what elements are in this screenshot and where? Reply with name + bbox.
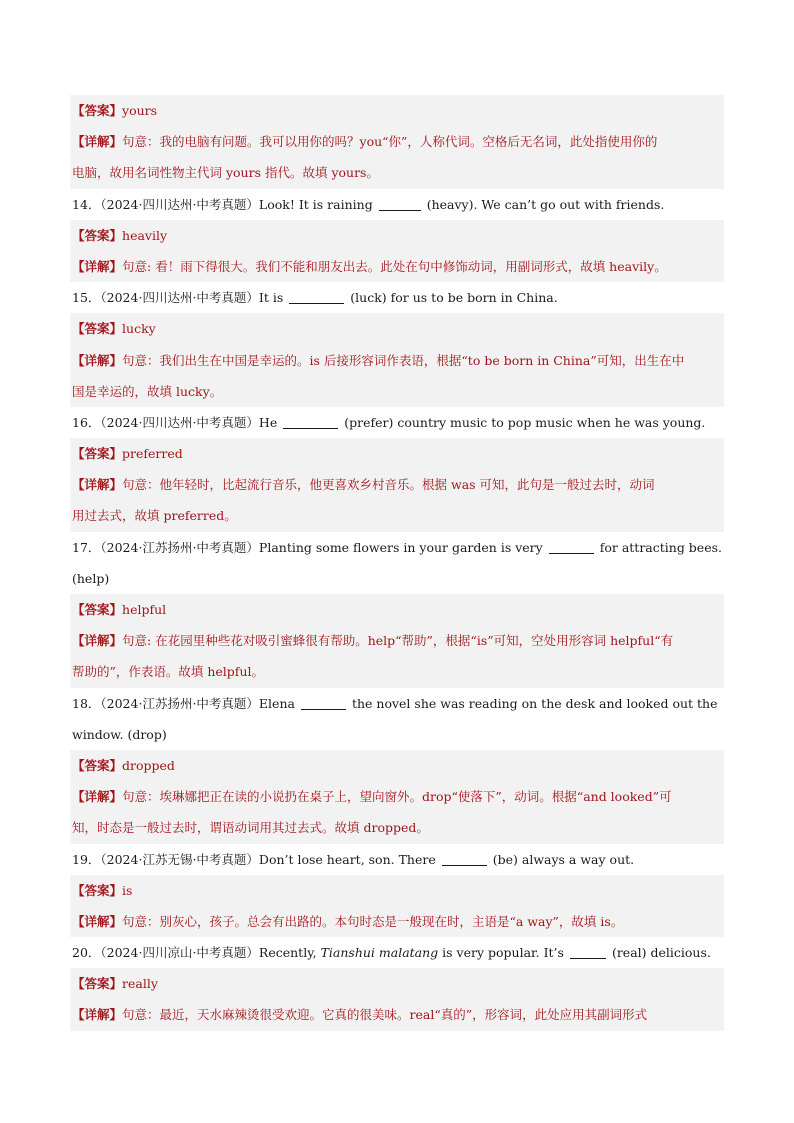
fill-blank	[301, 697, 346, 710]
question-source: （2024·四川凉山·中考真题）	[100, 945, 259, 961]
question-number: 17．	[72, 539, 101, 555]
fill-blank	[442, 853, 487, 866]
detail-text: 句意：别灰心，孩子。总会有出路的。本句时态是一般现在时，主语是“a way”，故填 is。	[122, 913, 624, 929]
fill-blank	[379, 198, 421, 211]
detail-tag: 【详解】	[72, 633, 123, 649]
question-text: (be) always a way out.	[492, 851, 635, 867]
question-text: (help)	[72, 570, 110, 586]
answer-text: dropped	[122, 757, 175, 773]
detail-text: 句意：他年轻时，比起流行音乐，他更喜欢乡村音乐。根据 was 可知，此句是一般过去时，动词	[122, 477, 655, 493]
detail-line	[70, 376, 724, 407]
answer-text: really	[122, 976, 158, 992]
question-20	[70, 937, 724, 968]
question-text: is very popular. It’s	[442, 945, 564, 961]
answer-line	[70, 750, 724, 781]
fill-blank	[549, 541, 594, 554]
answer-tag: 【答案】	[72, 602, 123, 617]
question-number: 15．	[72, 290, 101, 306]
question-source: （2024·江苏扬州·中考真题）	[100, 695, 259, 711]
answer-tag: 【答案】	[72, 882, 123, 898]
question-16	[70, 407, 724, 438]
fill-blank	[570, 946, 606, 959]
answer-tag: 【答案】	[72, 227, 123, 243]
question-text: (prefer) country music to pop music when he was young.	[344, 414, 706, 430]
question-text: (luck) for us to be born in China.	[350, 290, 558, 306]
detail-tag: 【详解】	[72, 1007, 123, 1023]
question-14	[70, 189, 724, 220]
question-source: （2024·江苏无锡·中考真题）	[100, 851, 259, 867]
answer-line	[70, 313, 724, 344]
detail-text: 句意：我们出生在中国是幸运的。is 后接形容词作表语，根据“to be born in China”可知，出生在中	[122, 352, 685, 368]
question-number: 20．	[72, 945, 101, 961]
question-text: It is	[258, 290, 284, 306]
answer-line	[70, 220, 724, 251]
question-text: for attracting bees.	[599, 539, 722, 555]
answer-tag: 【答案】	[72, 103, 123, 118]
question-italic-text: Tianshui malatang	[320, 945, 439, 961]
question-source: （2024·四川达州·中考真题）	[100, 196, 259, 212]
question-number: 18．	[72, 695, 101, 711]
detail-line	[70, 345, 724, 376]
detail-tag: 【详解】	[72, 913, 123, 929]
detail-tag: 【详解】	[72, 134, 123, 150]
content	[70, 95, 724, 1031]
answer-tag: 【答案】	[72, 976, 123, 992]
answer-line	[70, 594, 724, 625]
detail-line	[70, 157, 724, 188]
answer-line	[70, 968, 724, 999]
detail-line	[70, 781, 724, 812]
question-text: Elena	[258, 695, 295, 711]
answer-text: lucky	[122, 321, 156, 337]
detail-text: 句意: 在花园里种些花对吸引蜜蜂很有帮助。help“帮助”，根据“is”可知，空处用形容词 helpful“有	[122, 633, 674, 649]
detail-line	[70, 812, 724, 843]
question-text: (real) delicious.	[611, 945, 711, 961]
question-number: 19．	[72, 851, 101, 867]
detail-text: 电脑，故用名词性物主代词 yours 指代。故填 yours。	[72, 165, 379, 181]
question-17	[70, 532, 724, 563]
answer-text: is	[122, 882, 133, 898]
question-source: （2024·江苏扬州·中考真题）	[100, 539, 259, 555]
question-text: window. (drop)	[72, 726, 167, 742]
answer-line	[70, 875, 724, 906]
question-19	[70, 844, 724, 875]
question-text: Planting some flowers in your garden is very	[258, 539, 543, 555]
detail-text: 句意：最近，天水麻辣烫很受欢迎。它真的很美味。real“真的”，形容词，此处应用其副词形式	[122, 1007, 648, 1023]
question-15	[70, 282, 724, 313]
detail-text: 帮助的”，作表语。故填 helpful。	[72, 664, 264, 680]
question-number: 14．	[72, 196, 101, 212]
detail-text: 知，时态是一般过去时，谓语动词用其过去式。故填 dropped。	[72, 820, 429, 836]
detail-text: 句意: 看！雨下得很大。我们不能和朋友出去。此处在句中修饰动词，用副词形式，故填 heavily。	[122, 258, 667, 274]
detail-text: 句意：我的电脑有问题。我可以用你的吗？you“你”，人称代词。空格后无名词，此处指使用你的	[122, 134, 658, 150]
question-text: the novel she was reading on the desk and looked out the	[351, 695, 718, 711]
question-18	[70, 688, 724, 719]
answer-tag: 【答案】	[72, 757, 123, 773]
question-text: He	[258, 414, 278, 430]
answer-tag: 【答案】	[72, 321, 123, 337]
answer-line	[70, 438, 724, 469]
detail-text: 国是幸运的，故填 lucky。	[72, 383, 223, 399]
detail-text: 用过去式，故填 preferred。	[72, 508, 237, 524]
answer-text: preferred	[122, 446, 183, 462]
detail-line	[70, 500, 724, 531]
question-number: 16．	[72, 414, 101, 430]
detail-line	[70, 656, 724, 687]
question-text: Don’t lose heart, son. There	[258, 851, 436, 867]
answer-text: helpful	[122, 602, 167, 617]
detail-tag: 【详解】	[72, 477, 123, 493]
question-continuation	[70, 563, 724, 594]
question-source: （2024·四川达州·中考真题）	[100, 414, 259, 430]
detail-line	[70, 999, 724, 1030]
fill-blank	[289, 291, 344, 304]
detail-line	[70, 625, 724, 656]
question-text: Recently,	[258, 945, 317, 961]
answer-tag: 【答案】	[72, 446, 123, 462]
detail-line	[70, 906, 724, 937]
detail-tag: 【详解】	[72, 789, 123, 805]
detail-line	[70, 126, 724, 157]
question-source: （2024·四川达州·中考真题）	[100, 290, 259, 306]
answer-text: heavily	[122, 227, 168, 243]
detail-tag: 【详解】	[72, 352, 123, 368]
detail-tag: 【详解】	[72, 258, 123, 274]
answer-line	[70, 95, 724, 126]
question-text: Look! It is raining	[258, 196, 373, 212]
detail-line	[70, 251, 724, 282]
question-text: (heavy). We can’t go out with friends.	[426, 196, 665, 212]
detail-line	[70, 469, 724, 500]
detail-text: 句意：埃琳娜把正在读的小说扔在桌子上，望向窗外。drop“使落下”，动词。根据“and looked”可	[122, 789, 672, 805]
answer-text: yours	[122, 103, 158, 118]
question-continuation	[70, 719, 724, 750]
fill-blank	[283, 416, 338, 429]
